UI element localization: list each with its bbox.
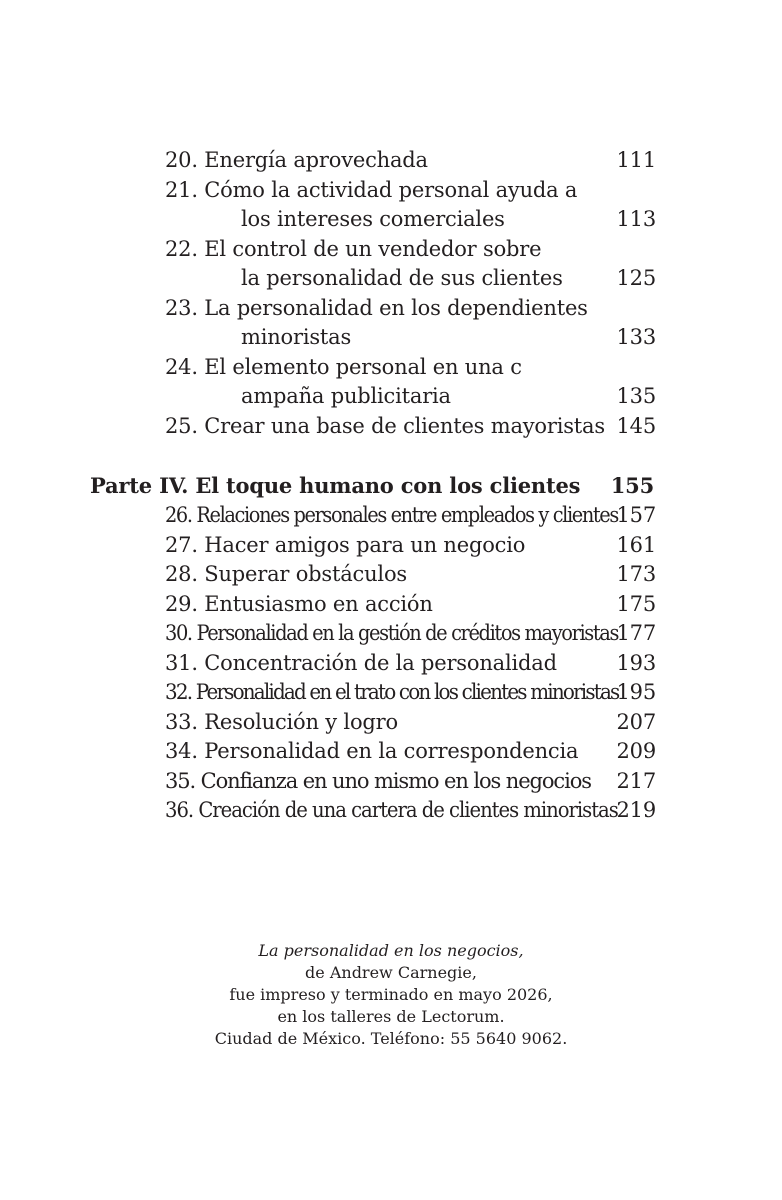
toc-entry-22-continuation: la personalidad de sus clientes (241, 266, 563, 290)
toc-page-20: 111 (616, 148, 656, 172)
toc-page-31: 193 (616, 651, 656, 675)
part-page: 155 (610, 473, 654, 498)
toc-page-34: 209 (616, 739, 656, 763)
toc-page-30: 177 (616, 621, 656, 645)
colophon-printed: fue impreso y terminado en mayo 2026, (229, 985, 553, 1004)
colophon-contact: Ciudad de México. Teléfono: 55 5640 9062. (214, 1029, 568, 1048)
toc-entry-21: 21. Cómo la actividad personal ayuda a (165, 178, 578, 202)
toc-entry-29: 29. Entusiasmo en acción (165, 592, 433, 616)
toc-entry-32: 32. Personalidad en el trato con los clientes minoristas (165, 680, 619, 704)
toc-page-23: 133 (616, 325, 656, 349)
toc-entry-24-continuation: ampaña publicitaria (241, 384, 451, 408)
toc-page-26: 157 (616, 503, 656, 527)
colophon (0, 940, 782, 1050)
part-title: Parte IV. El toque humano con los clientes (90, 473, 581, 498)
toc-entry-21-continuation: los intereses comerciales (241, 207, 505, 231)
toc-entry-20: 20. Energía aprovechada (165, 148, 428, 172)
toc-entry-33: 33. Resolución y logro (165, 710, 398, 734)
toc-entry-23: 23. La personalidad en los dependientes (165, 296, 588, 320)
toc-page-28: 173 (616, 562, 656, 586)
toc-page-22: 125 (616, 266, 656, 290)
toc-entry-26: 26. Relaciones personales entre empleados y clientes (165, 503, 618, 527)
toc-entry-34: 34. Personalidad en la correspondencia (165, 739, 579, 763)
toc-entry-31: 31. Concentración de la personalidad (165, 651, 557, 675)
toc-page-36: 219 (616, 798, 656, 822)
toc-page-21: 113 (616, 207, 656, 231)
toc-entry-24: 24. El elemento personal en una c (165, 355, 522, 379)
toc-entry-23-continuation: minoristas (241, 325, 352, 349)
toc-page-32: 195 (616, 680, 656, 704)
toc-entry-35: 35. Confianza en uno mismo en los negocios (165, 769, 591, 793)
colophon-book-title: La personalidad en los negocios, (258, 941, 524, 960)
toc-page-29: 175 (616, 592, 656, 616)
toc-entry-22: 22. El control de un vendedor sobre (165, 237, 542, 261)
toc-page-27: 161 (616, 533, 656, 557)
toc-page-33: 207 (616, 710, 656, 734)
colophon-author: de Andrew Carnegie, (305, 963, 477, 982)
toc-page-25: 145 (616, 414, 656, 438)
toc-page-35: 217 (616, 769, 656, 793)
toc-entry-28: 28. Superar obstáculos (165, 562, 407, 586)
toc-entry-30: 30. Personalidad en la gestión de créditos mayoristas (165, 621, 619, 645)
toc-page-24: 135 (616, 384, 656, 408)
toc-entry-36: 36. Creación de una cartera de clientes minoristas (165, 798, 618, 822)
colophon-workshop: en los talleres de Lectorum. (277, 1007, 505, 1026)
toc-entry-27: 27. Hacer amigos para un negocio (165, 533, 526, 557)
toc-entry-25: 25. Crear una base de clientes mayoristas (165, 414, 605, 438)
